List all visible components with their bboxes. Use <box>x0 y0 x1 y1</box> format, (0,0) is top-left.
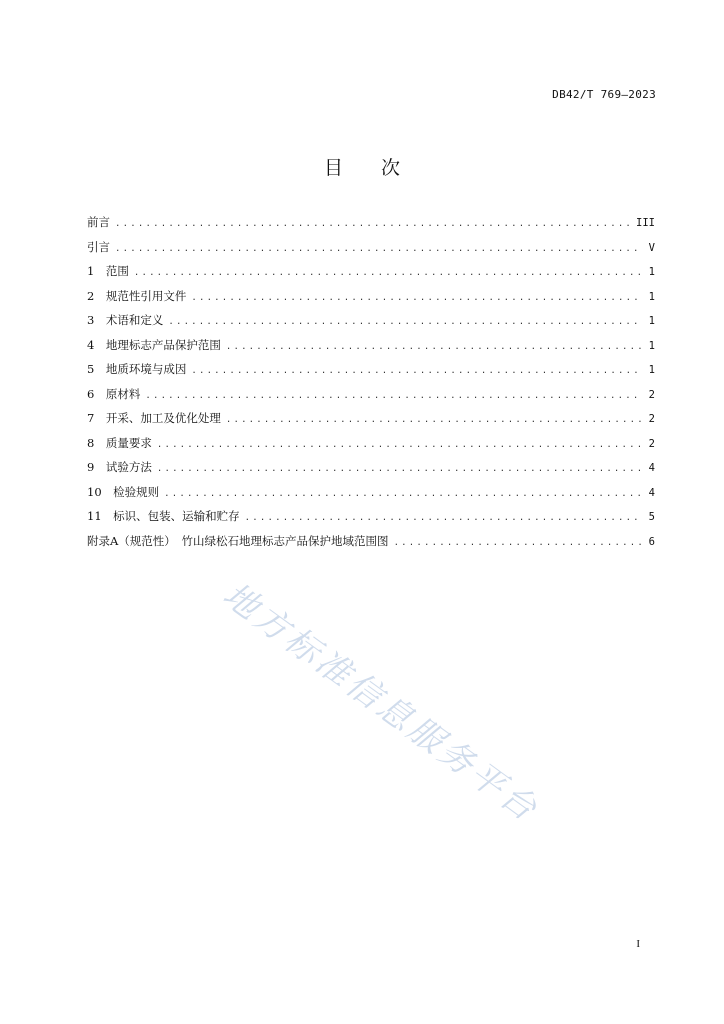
toc-entry-label: 2 规范性引用文件 <box>87 288 187 303</box>
toc-entry-page: 1 <box>648 339 655 352</box>
toc-leader-dots <box>157 440 642 450</box>
table-of-contents <box>87 214 655 557</box>
page-number: I <box>636 938 640 950</box>
toc-entry[interactable] <box>87 459 655 484</box>
toc-entry-page: 6 <box>648 535 655 548</box>
toc-entry-page: 5 <box>648 511 655 523</box>
toc-entry[interactable] <box>87 312 655 337</box>
toc-entry-page: 4 <box>648 462 655 474</box>
toc-entry-page: 2 <box>648 413 655 425</box>
toc-entry[interactable] <box>87 386 655 411</box>
toc-entry-label: 10 检验规则 <box>87 484 160 499</box>
toc-entry-label: 1 范围 <box>87 264 129 278</box>
toc-entry-label: 附录A（规范性） 竹山绿松石地理标志产品保护地域范围图 <box>87 533 389 548</box>
toc-entry-label: 11 标识、包装、运输和贮存 <box>87 509 240 523</box>
toc-entry-page: 1 <box>648 364 655 376</box>
toc-leader-dots <box>245 513 642 523</box>
toc-entry[interactable] <box>87 484 655 509</box>
toc-entry[interactable] <box>87 263 655 288</box>
toc-entry-page: 4 <box>648 486 655 499</box>
toc-leader-dots <box>168 317 642 327</box>
toc-leader-dots <box>226 342 642 352</box>
toc-entry-page: 1 <box>648 266 655 278</box>
toc-leader-dots <box>164 489 642 499</box>
toc-entry-label: 7 开采、加工及优化处理 <box>87 411 221 425</box>
toc-leader-dots <box>394 538 642 548</box>
toc-entry-page: 2 <box>648 437 655 450</box>
toc-entry-page: 1 <box>648 315 655 327</box>
toc-entry-label: 3 术语和定义 <box>87 313 164 327</box>
toc-entry[interactable] <box>87 361 655 386</box>
toc-entry-label: 4 地理标志产品保护范围 <box>87 337 221 352</box>
toc-entry-label: 前言 <box>87 215 110 229</box>
toc-entry-label: 9 试验方法 <box>87 460 152 474</box>
toc-leader-dots <box>191 366 642 376</box>
page-title: 目 次 <box>323 157 400 179</box>
toc-leader-dots <box>115 244 642 254</box>
toc-leader-dots <box>157 464 642 474</box>
toc-entry[interactable] <box>87 410 655 435</box>
toc-leader-dots <box>191 293 642 303</box>
toc-entry[interactable] <box>87 508 655 533</box>
toc-leader-dots <box>134 268 642 278</box>
toc-leader-dots <box>226 415 642 425</box>
toc-entry-label: 8 质量要求 <box>87 435 152 450</box>
toc-entry-page: III <box>636 217 655 229</box>
toc-entry[interactable] <box>87 435 655 460</box>
toc-entry-label: 6 原材料 <box>87 386 141 401</box>
toc-entry[interactable] <box>87 239 655 264</box>
toc-entry-label: 引言 <box>87 239 110 254</box>
toc-leader-dots <box>145 391 642 401</box>
toc-entry-page: V <box>648 241 655 254</box>
watermark: 地方标准信息服务平台 <box>215 574 547 831</box>
toc-entry[interactable] <box>87 337 655 362</box>
toc-leader-dots <box>115 219 633 229</box>
toc-entry-label: 5 地质环境与成因 <box>87 362 187 376</box>
toc-entry[interactable] <box>87 288 655 313</box>
toc-entry[interactable] <box>87 533 655 558</box>
toc-entry-page: 2 <box>648 388 655 401</box>
document-code: DB42/T 769—2023 <box>552 88 656 101</box>
toc-entry[interactable] <box>87 214 655 239</box>
toc-entry-page: 1 <box>648 290 655 303</box>
